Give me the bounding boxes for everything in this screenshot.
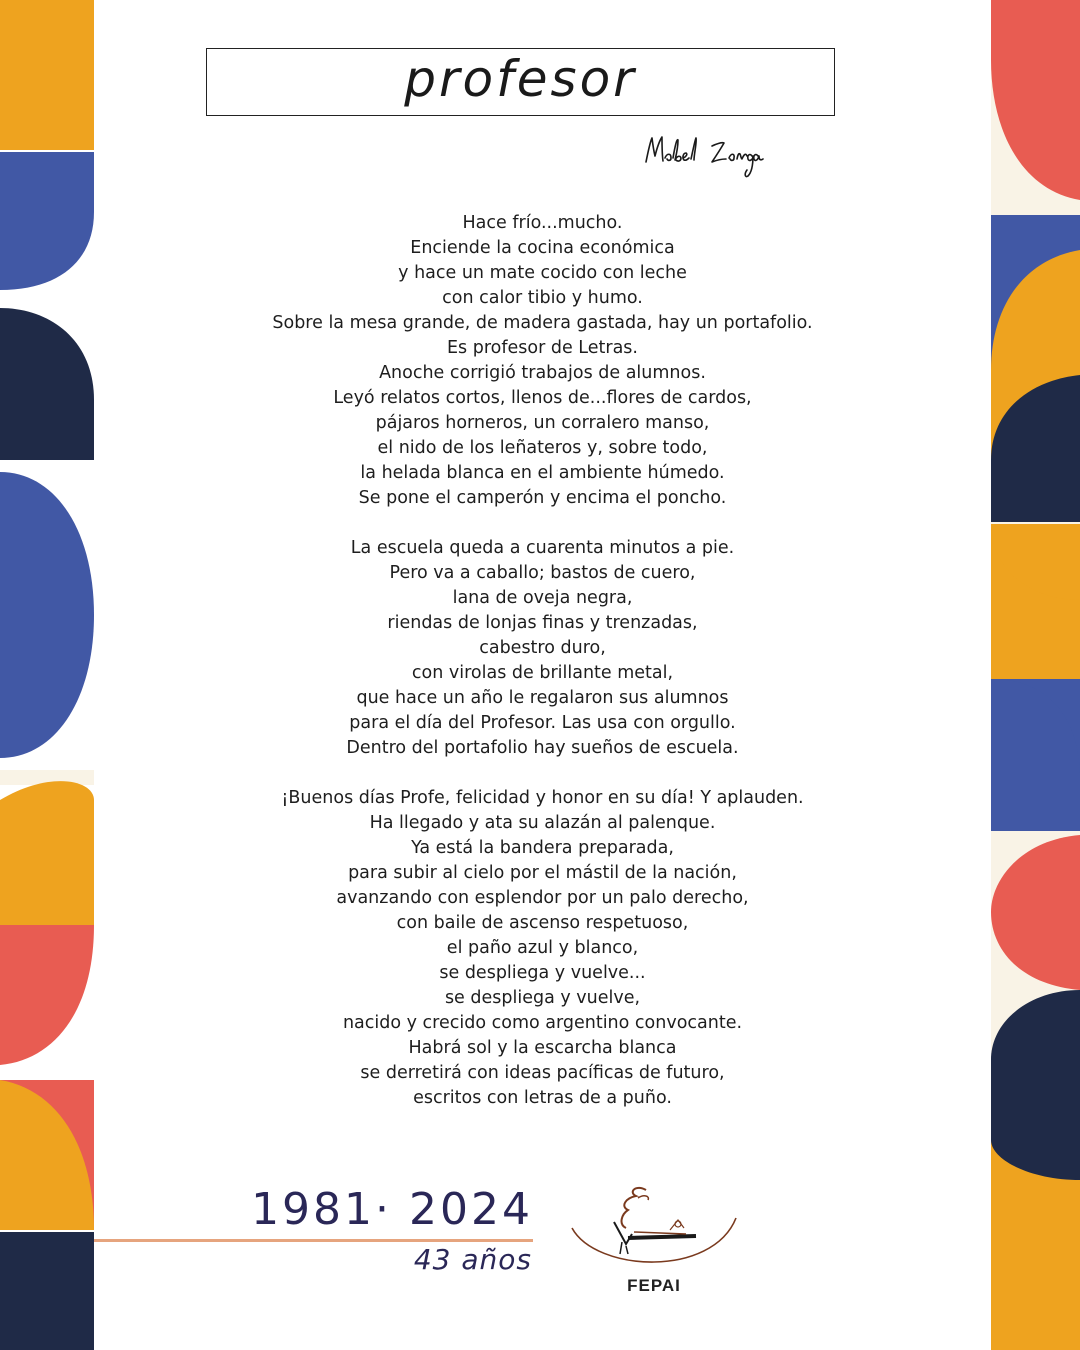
poem-line: para el día del Profesor. Las usa con orgullo. <box>349 713 736 733</box>
poem-line: Ya está la bandera preparada, <box>411 838 674 858</box>
stanza-3 <box>200 786 885 1111</box>
poem-line: se despliega y vuelve... <box>439 963 646 983</box>
logo-wordmark: FEPAI <box>627 1276 681 1295</box>
poem-line: avanzando con esplendor por un palo derecho, <box>336 888 749 908</box>
poem-line: Dentro del portafolio hay sueños de escuela. <box>346 738 739 758</box>
poem-line: el paño azul y blanco, <box>446 938 639 958</box>
poem-line: Anoche corrigió trabajos de alumnos. <box>379 363 706 383</box>
poem-line: Ha llegado y ata su alazán al palenque. <box>369 813 716 833</box>
fepai-logo <box>566 1182 742 1282</box>
poem-line: riendas de lonjas finas y trenzadas, <box>387 613 698 633</box>
author-signature <box>640 128 780 186</box>
poem-title: profesor <box>404 50 637 108</box>
anniversary-label: 43 años <box>413 1243 532 1276</box>
poem-line: Se pone el camperón y encima el poncho. <box>358 488 727 508</box>
poem-line: pájaros horneros, un corralero manso, <box>375 413 710 433</box>
poem-line: Enciende la cocina económica <box>410 238 675 258</box>
poem-line: para subir al cielo por el mástil de la nación, <box>348 863 737 883</box>
poem-line: se derretirá con ideas pacíficas de futuro, <box>360 1063 725 1083</box>
poem-line: Es profesor de Letras. <box>447 338 638 358</box>
years-divider <box>94 1239 533 1242</box>
poem-line: Hace frío...mucho. <box>462 213 623 233</box>
poem-line: con calor tibio y humo. <box>442 288 643 308</box>
poem-line: lana de oveja negra, <box>452 588 633 608</box>
poem-line: Leyó relatos cortos, llenos de...flores de cardos, <box>333 388 752 408</box>
poem-line: nacido y crecido como argentino convocante. <box>342 1013 743 1033</box>
poem-line: con baile de ascenso respetuoso, <box>396 913 689 933</box>
right-decorative-pattern <box>991 0 1080 1350</box>
poem-line: ¡Buenos días Profe, felicidad y honor en su día! Y aplauden. <box>281 788 804 808</box>
title-box <box>206 48 835 116</box>
poem-line: Pero va a caballo; bastos de cuero, <box>389 563 696 583</box>
poem-line: y hace un mate cocido con leche <box>398 263 687 283</box>
poem-line: que hace un año le regalaron sus alumnos <box>356 688 729 708</box>
stanza-1 <box>200 211 885 511</box>
poem-line: con virolas de brillante metal, <box>411 663 674 683</box>
poem-line: el nido de los leñateros y, sobre todo, <box>377 438 708 458</box>
poem-line: la helada blanca en el ambiente húmedo. <box>360 463 725 483</box>
poem-line: escritos con letras de a puño. <box>413 1088 672 1108</box>
poem-line: Habrá sol y la escarcha blanca <box>408 1038 677 1058</box>
poem-line: La escuela queda a cuarenta minutos a pie. <box>350 538 735 558</box>
poem-line: cabestro duro, <box>479 638 606 658</box>
years-range: 1981· 2024 <box>251 1184 533 1235</box>
stanza-2 <box>200 536 885 761</box>
poem-body <box>200 211 885 1111</box>
poem-line: Sobre la mesa grande, de madera gastada, hay un portafolio. <box>272 313 813 333</box>
left-decorative-pattern <box>0 0 94 1350</box>
poem-line: se despliega y vuelve, <box>444 988 641 1008</box>
